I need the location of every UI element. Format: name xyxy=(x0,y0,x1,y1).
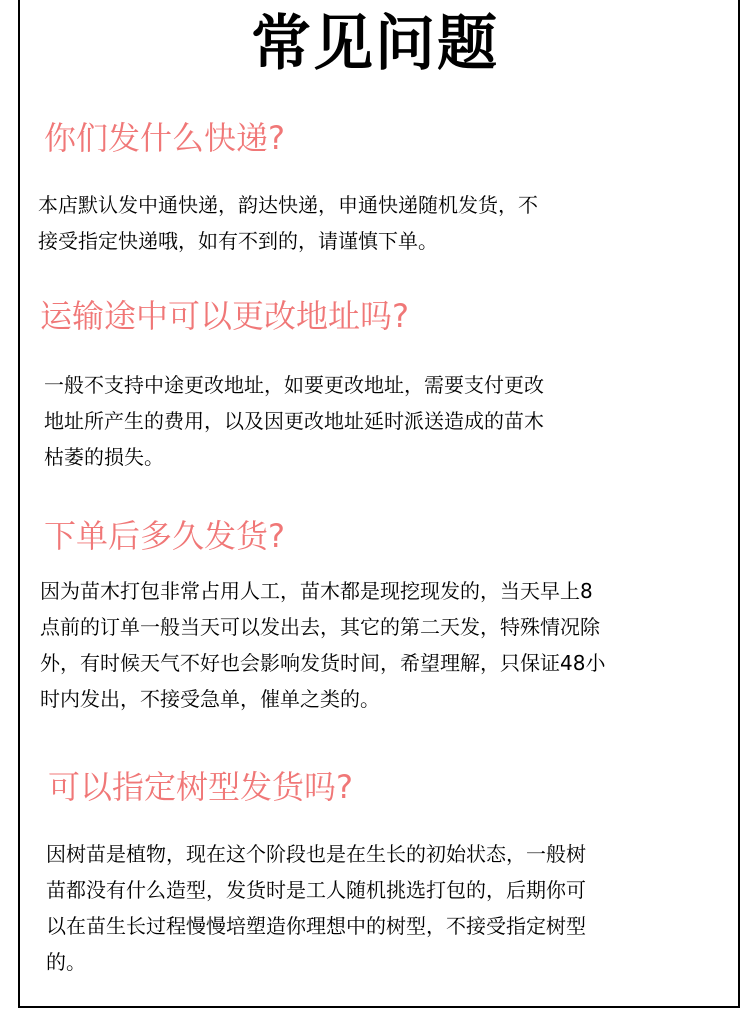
faq-question-express: 你们发什么快递? xyxy=(44,119,285,157)
faq-answer-tree-shape: 因树苗是植物，现在这个阶段也是在生长的初始状态，一般树 苗都没有什么造型，发货时是工人随机挑选打包的，后期你可 以在苗生长过程慢慢培塑造你理想中的树型，不接受指定树型 的。 xyxy=(46,842,586,974)
faq-question-shipping-time: 下单后多久发货? xyxy=(44,517,285,555)
faq-answer-express: 本店默认发中通快递，韵达快递，申通快递随机发货，不 接受指定快递哦，如有不到的，请谨慎下单。 xyxy=(38,193,538,253)
faq-answer-shipping-time: 因为苗木打包非常占用人工，苗木都是现挖现发的，当天早上8 点前的订单一般当天可以发出去，其它的第二天发，特殊情况除 外，有时候天气不好也会影响发货时间，希望理解，只保证48小 时内发出，不接受急单，催单之类的。 xyxy=(40,579,606,711)
page-title: 常见问题 xyxy=(251,9,499,79)
faq-question-change-address: 运输途中可以更改地址吗? xyxy=(40,297,409,335)
faq-answer-change-address: 一般不支持中途更改地址，如要更改地址，需要支付更改 地址所产生的费用，以及因更改地址延时派送造成的苗木 枯萎的损失。 xyxy=(44,373,544,469)
faq-question-tree-shape: 可以指定树型发货吗? xyxy=(48,768,353,806)
